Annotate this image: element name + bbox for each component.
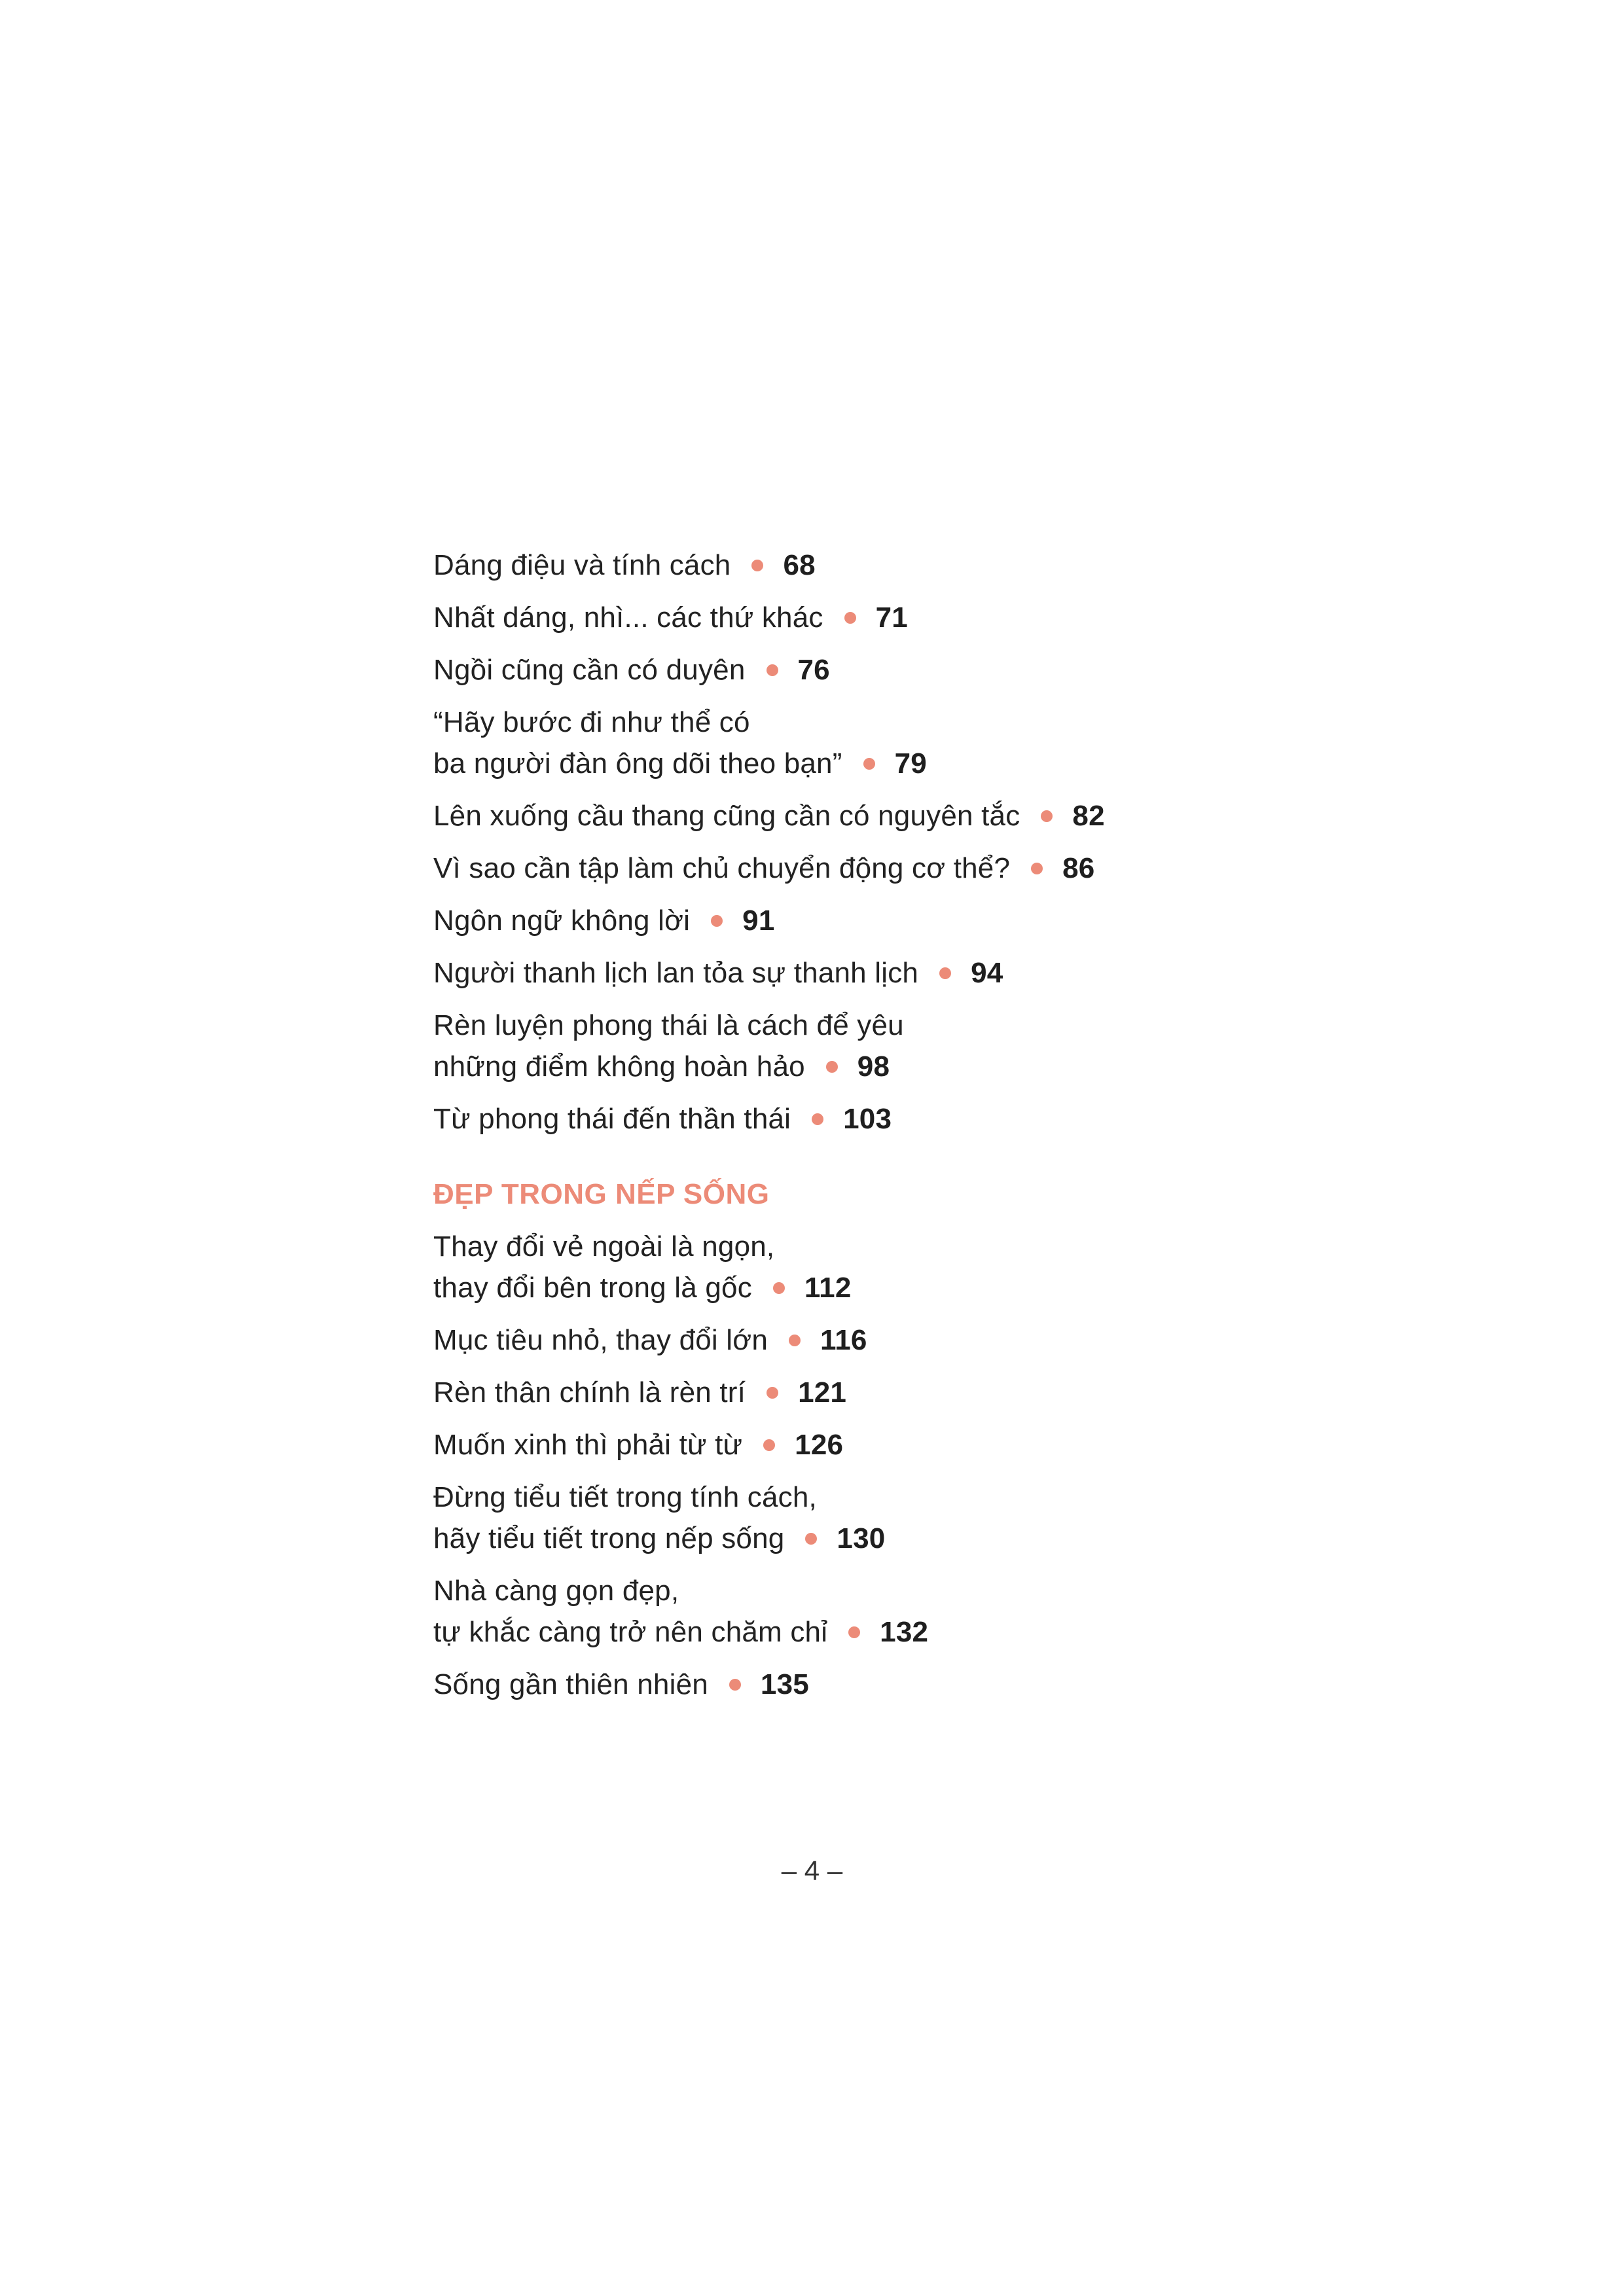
- toc-entry: [433, 1319, 1350, 1361]
- bullet-dot-icon: [863, 758, 875, 770]
- toc-entry-line: [433, 743, 1350, 784]
- toc-entry: [433, 1570, 1350, 1653]
- toc-page-number: 68: [783, 549, 816, 581]
- toc-entry-line: [433, 1098, 1350, 1139]
- bullet-dot-icon: [848, 1626, 860, 1638]
- toc-entry-line: [433, 545, 1350, 586]
- toc-entry-line: [433, 900, 1350, 941]
- toc-entry-line: [433, 795, 1350, 836]
- toc-page-number: 130: [837, 1522, 886, 1554]
- bullet-dot-icon: [812, 1113, 823, 1125]
- toc-page-number: 103: [843, 1103, 892, 1135]
- toc-page-number: 94: [971, 957, 1003, 989]
- toc-group-1: [433, 545, 1350, 1139]
- toc-entry-line: [433, 702, 1350, 743]
- bullet-dot-icon: [826, 1061, 838, 1073]
- bullet-dot-icon: [844, 612, 856, 624]
- toc-entry-line: [433, 1046, 1350, 1087]
- bullet-dot-icon: [939, 967, 951, 979]
- toc-entry: [433, 1098, 1350, 1139]
- toc-entry-title: Rèn luyện phong thái là cách để yêu: [433, 1009, 904, 1041]
- bullet-dot-icon: [729, 1679, 741, 1691]
- toc-entry-title: Nhà càng gọn đẹp,: [433, 1575, 679, 1607]
- toc-page-number: 116: [820, 1324, 867, 1356]
- toc-page-number: 121: [798, 1376, 847, 1408]
- toc-entry: [433, 649, 1350, 691]
- toc-entry-title: hãy tiểu tiết trong nếp sống: [433, 1522, 785, 1554]
- bullet-dot-icon: [751, 560, 763, 571]
- table-of-contents: [433, 545, 1350, 1716]
- toc-entry-line: [433, 597, 1350, 638]
- toc-page-number: 112: [804, 1272, 852, 1304]
- toc-entry-title: tự khắc càng trở nên chăm chỉ: [433, 1616, 828, 1648]
- toc-entry-title: Ngôn ngữ không lời: [433, 905, 691, 937]
- toc-entry-line: [433, 1518, 1350, 1559]
- toc-entry: [433, 848, 1350, 889]
- toc-entry-line: [433, 848, 1350, 889]
- toc-page-number: 126: [795, 1429, 844, 1461]
- toc-entry-title: những điểm không hoàn hảo: [433, 1050, 805, 1083]
- toc-entry-title: Rèn thân chính là rèn trí: [433, 1376, 746, 1408]
- toc-entry: [433, 545, 1350, 586]
- bullet-dot-icon: [767, 1387, 778, 1399]
- toc-entry-line: [433, 1267, 1350, 1308]
- toc-entry-title: Mục tiêu nhỏ, thay đổi lớn: [433, 1324, 768, 1356]
- section-heading: ĐẸP TRONG NẾP SỐNG: [433, 1178, 770, 1210]
- toc-entry-line: [433, 649, 1350, 691]
- toc-entry-line: [433, 1611, 1350, 1653]
- bullet-dot-icon: [805, 1533, 817, 1545]
- toc-entry-title: Muốn xinh thì phải từ từ: [433, 1429, 743, 1461]
- toc-page-number: 135: [760, 1668, 809, 1700]
- toc-entry: [433, 952, 1350, 994]
- toc-entry: [433, 597, 1350, 638]
- toc-entry-line: [433, 1477, 1350, 1518]
- toc-entry-title: Vì sao cần tập làm chủ chuyển động cơ thể?: [433, 852, 1011, 884]
- bullet-dot-icon: [773, 1282, 785, 1294]
- bullet-dot-icon: [711, 915, 723, 927]
- toc-page-number: 76: [797, 654, 830, 686]
- toc-entry-line: [433, 1424, 1350, 1465]
- toc-entry-line: [433, 1664, 1350, 1705]
- toc-entry-title: ba người đàn ông dõi theo bạn”: [433, 747, 842, 780]
- toc-entry: [433, 1372, 1350, 1413]
- toc-entry-title: “Hãy bước đi như thể có: [433, 706, 750, 738]
- toc-entry: [433, 1424, 1350, 1465]
- toc-entry-line: [433, 1226, 1350, 1267]
- toc-entry-title: Người thanh lịch lan tỏa sự thanh lịch: [433, 957, 919, 989]
- toc-page-number: 91: [742, 905, 775, 937]
- toc-entry-title: Dáng điệu và tính cách: [433, 549, 731, 581]
- bullet-dot-icon: [763, 1439, 775, 1451]
- toc-entry: [433, 1005, 1350, 1087]
- toc-page-number: 132: [880, 1616, 929, 1648]
- bullet-dot-icon: [1041, 810, 1053, 822]
- toc-entry: [433, 702, 1350, 784]
- toc-entry-line: [433, 1372, 1350, 1413]
- page-number: – 4 –: [781, 1855, 843, 1886]
- bullet-dot-icon: [767, 664, 778, 676]
- toc-page-number: 71: [875, 601, 908, 634]
- toc-entry-title: Nhất dáng, nhì... các thứ khác: [433, 601, 823, 634]
- toc-entry-title: Sống gần thiên nhiên: [433, 1668, 708, 1700]
- toc-entry: [433, 900, 1350, 941]
- toc-entry: [433, 1477, 1350, 1559]
- toc-entry: [433, 1226, 1350, 1308]
- toc-page-number: 79: [894, 747, 927, 780]
- toc-entry: [433, 795, 1350, 836]
- toc-entry-title: thay đổi bên trong là gốc: [433, 1272, 752, 1304]
- toc-entry-title: Lên xuống cầu thang cũng cần có nguyên tắc: [433, 800, 1020, 832]
- toc-entry-title: Ngồi cũng cần có duyên: [433, 654, 746, 686]
- toc-page-number: 82: [1072, 800, 1105, 832]
- toc-group-2: [433, 1226, 1350, 1705]
- toc-page-number: 98: [857, 1050, 890, 1083]
- bullet-dot-icon: [789, 1335, 801, 1346]
- toc-entry-title: Đừng tiểu tiết trong tính cách,: [433, 1481, 817, 1513]
- toc-entry-line: [433, 1319, 1350, 1361]
- toc-page-number: 86: [1062, 852, 1095, 884]
- toc-entry-line: [433, 1570, 1350, 1611]
- toc-entry-line: [433, 952, 1350, 994]
- toc-entry: [433, 1664, 1350, 1705]
- toc-entry-line: [433, 1005, 1350, 1046]
- bullet-dot-icon: [1031, 863, 1043, 874]
- toc-entry-title: Thay đổi vẻ ngoài là ngọn,: [433, 1230, 775, 1263]
- toc-entry-title: Từ phong thái đến thần thái: [433, 1103, 791, 1135]
